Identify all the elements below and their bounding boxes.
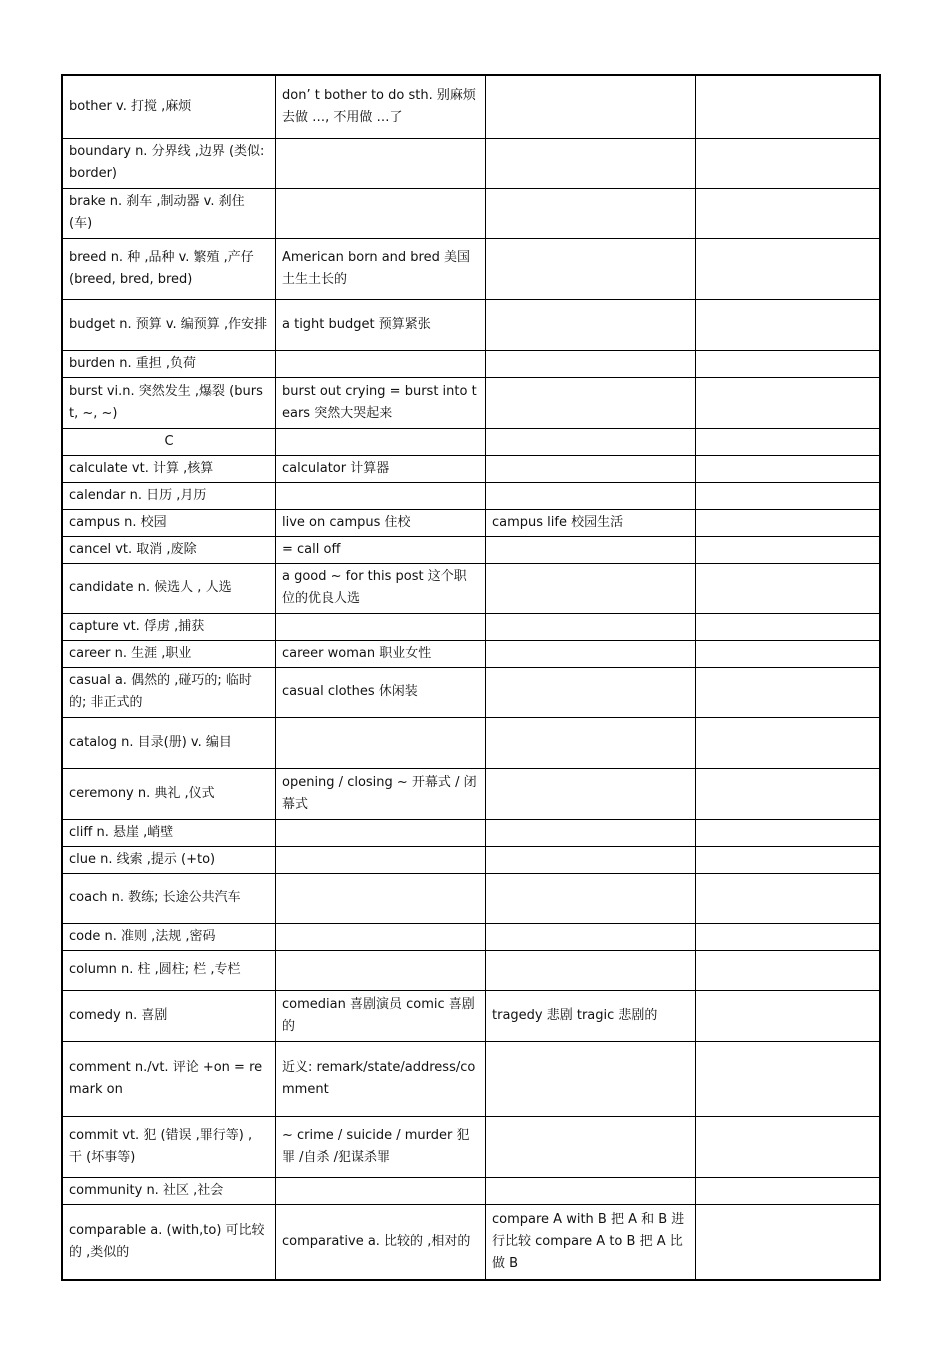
table-cell-notes bbox=[696, 1177, 881, 1204]
table-cell-notes bbox=[696, 377, 881, 428]
table-cell-phrase bbox=[276, 717, 486, 768]
table-cell-phrase: ~ crime / suicide / murder 犯罪 /自杀 /犯谋杀罪 bbox=[276, 1116, 486, 1177]
table-cell-phrase: a tight budget 预算紧张 bbox=[276, 299, 486, 350]
table-cell-word: casual a. 偶然的 ,碰巧的; 临时的; 非正式的 bbox=[62, 667, 276, 717]
table-cell-word: calculate vt. 计算 ,核算 bbox=[62, 455, 276, 482]
table-cell-notes bbox=[696, 717, 881, 768]
table-cell-phrase: calculator 计算器 bbox=[276, 455, 486, 482]
table-cell-related bbox=[486, 1177, 696, 1204]
table-cell-notes bbox=[696, 1204, 881, 1280]
table-cell-phrase: American born and bred 美国土生土长的 bbox=[276, 238, 486, 299]
table-row bbox=[62, 1116, 880, 1177]
table-cell-phrase bbox=[276, 138, 486, 188]
table-row bbox=[62, 950, 880, 990]
table-cell-notes bbox=[696, 990, 881, 1041]
table-row bbox=[62, 768, 880, 819]
table-cell-phrase bbox=[276, 923, 486, 950]
table-cell-word: comparable a. (with,to) 可比较的 ,类似的 bbox=[62, 1204, 276, 1280]
table-row bbox=[62, 873, 880, 923]
vocabulary-table bbox=[61, 74, 881, 1281]
table-cell-related bbox=[486, 75, 696, 138]
table-cell-phrase: a good ~ for this post 这个职位的优良人选 bbox=[276, 563, 486, 613]
table-row bbox=[62, 509, 880, 536]
table-cell-notes bbox=[696, 536, 881, 563]
table-cell-word: brake n. 刹车 ,制动器 v. 刹住 (车) bbox=[62, 188, 276, 238]
table-cell-phrase: don’ t bother to do sth. 别麻烦去做 …, 不用做 …了 bbox=[276, 75, 486, 138]
table-cell-word: burden n. 重担 ,负荷 bbox=[62, 350, 276, 377]
table-cell-word: comment n./vt. 评论 +on = remark on bbox=[62, 1041, 276, 1116]
table-cell-related: campus life 校园生活 bbox=[486, 509, 696, 536]
table-cell-related: compare A with B 把 A 和 B 进行比较 compare A to B 把 A 比做 B bbox=[486, 1204, 696, 1280]
table-row bbox=[62, 1041, 880, 1116]
table-cell-phrase: comedian 喜剧演员 comic 喜剧的 bbox=[276, 990, 486, 1041]
table-row bbox=[62, 717, 880, 768]
table-cell-word: clue n. 线索 ,提示 (+to) bbox=[62, 846, 276, 873]
table-cell-related bbox=[486, 238, 696, 299]
table-row bbox=[62, 923, 880, 950]
table-row bbox=[62, 188, 880, 238]
table-cell-notes bbox=[696, 873, 881, 923]
table-cell-word: column n. 柱 ,圆柱; 栏 ,专栏 bbox=[62, 950, 276, 990]
table-cell-word: budget n. 预算 v. 编预算 ,作安排 bbox=[62, 299, 276, 350]
table-cell-notes bbox=[696, 350, 881, 377]
table-row bbox=[62, 563, 880, 613]
table-cell-word: coach n. 教练; 长途公共汽车 bbox=[62, 873, 276, 923]
table-cell-related bbox=[486, 350, 696, 377]
table-cell-word: commit vt. 犯 (错误 ,罪行等) , 干 (坏事等) bbox=[62, 1116, 276, 1177]
table-cell-phrase bbox=[276, 873, 486, 923]
table-cell-notes bbox=[696, 667, 881, 717]
table-row bbox=[62, 377, 880, 428]
table-cell-word: comedy n. 喜剧 bbox=[62, 990, 276, 1041]
table-cell-notes bbox=[696, 455, 881, 482]
table-cell-notes bbox=[696, 640, 881, 667]
table-cell-related bbox=[486, 563, 696, 613]
table-cell-related bbox=[486, 667, 696, 717]
table-cell-word: ceremony n. 典礼 ,仪式 bbox=[62, 768, 276, 819]
table-cell-notes bbox=[696, 428, 881, 455]
table-cell-phrase bbox=[276, 819, 486, 846]
table-cell-word: community n. 社区 ,社会 bbox=[62, 1177, 276, 1204]
table-cell-phrase: opening / closing ~ 开幕式 / 闭幕式 bbox=[276, 768, 486, 819]
table-cell-phrase: comparative a. 比较的 ,相对的 bbox=[276, 1204, 486, 1280]
table-cell-related bbox=[486, 188, 696, 238]
table-cell-related bbox=[486, 138, 696, 188]
table-cell-word: breed n. 种 ,品种 v. 繁殖 ,产仔 (breed, bred, bred) bbox=[62, 238, 276, 299]
table-cell-word: code n. 准则 ,法规 ,密码 bbox=[62, 923, 276, 950]
table-cell-phrase bbox=[276, 1177, 486, 1204]
table-row bbox=[62, 428, 880, 455]
table-row bbox=[62, 1177, 880, 1204]
table-row bbox=[62, 482, 880, 509]
table-cell-word: catalog n. 目录(册) v. 编目 bbox=[62, 717, 276, 768]
table-cell-related bbox=[486, 873, 696, 923]
table-cell-phrase: burst out crying = burst into tears 突然大哭起来 bbox=[276, 377, 486, 428]
table-cell-phrase bbox=[276, 482, 486, 509]
table-row bbox=[62, 238, 880, 299]
table-cell-notes bbox=[696, 1041, 881, 1116]
table-row bbox=[62, 846, 880, 873]
table-cell-phrase: 近义: remark/state/address/comment bbox=[276, 1041, 486, 1116]
table-cell-notes bbox=[696, 188, 881, 238]
table-cell-notes bbox=[696, 482, 881, 509]
table-cell-phrase: casual clothes 休闲装 bbox=[276, 667, 486, 717]
table-cell-related bbox=[486, 299, 696, 350]
table-cell-notes bbox=[696, 138, 881, 188]
table-cell-phrase bbox=[276, 846, 486, 873]
table-cell-notes bbox=[696, 819, 881, 846]
section-letter: C bbox=[62, 428, 276, 455]
table-cell-phrase: = call off bbox=[276, 536, 486, 563]
table-cell-notes bbox=[696, 299, 881, 350]
table-cell-word: burst vi.n. 突然发生 ,爆裂 (burst, ~, ~) bbox=[62, 377, 276, 428]
table-row bbox=[62, 299, 880, 350]
table-row bbox=[62, 667, 880, 717]
table-row bbox=[62, 75, 880, 138]
table-cell-word: career n. 生涯 ,职业 bbox=[62, 640, 276, 667]
table-row bbox=[62, 350, 880, 377]
table-cell-word: campus n. 校园 bbox=[62, 509, 276, 536]
table-cell-related bbox=[486, 640, 696, 667]
table-cell-related bbox=[486, 768, 696, 819]
table-cell-notes bbox=[696, 563, 881, 613]
table-row bbox=[62, 455, 880, 482]
table-cell-related bbox=[486, 377, 696, 428]
table-row bbox=[62, 640, 880, 667]
table-cell-related bbox=[486, 950, 696, 990]
table-row bbox=[62, 1204, 880, 1280]
table-cell-related bbox=[486, 482, 696, 509]
table-cell-word: candidate n. 候选人 , 人选 bbox=[62, 563, 276, 613]
table-cell-related bbox=[486, 1041, 696, 1116]
table-cell-related: tragedy 悲剧 tragic 悲剧的 bbox=[486, 990, 696, 1041]
table-row bbox=[62, 138, 880, 188]
table-cell-related bbox=[486, 846, 696, 873]
table-row bbox=[62, 613, 880, 640]
table-cell-phrase bbox=[276, 188, 486, 238]
table-cell-word: boundary n. 分界线 ,边界 (类似: border) bbox=[62, 138, 276, 188]
table-cell-notes bbox=[696, 846, 881, 873]
table-cell-phrase: live on campus 住校 bbox=[276, 509, 486, 536]
table-cell-phrase bbox=[276, 428, 486, 455]
table-cell-word: bother v. 打搅 ,麻烦 bbox=[62, 75, 276, 138]
table-cell-notes bbox=[696, 75, 881, 138]
table-cell-word: calendar n. 日历 ,月历 bbox=[62, 482, 276, 509]
table-cell-related bbox=[486, 819, 696, 846]
table-cell-phrase bbox=[276, 950, 486, 990]
table-cell-phrase bbox=[276, 350, 486, 377]
table-cell-notes bbox=[696, 950, 881, 990]
table-cell-notes bbox=[696, 923, 881, 950]
table-cell-related bbox=[486, 428, 696, 455]
table-cell-related bbox=[486, 455, 696, 482]
table-cell-related bbox=[486, 536, 696, 563]
table-cell-word: cancel vt. 取消 ,废除 bbox=[62, 536, 276, 563]
table-row bbox=[62, 819, 880, 846]
table-cell-related bbox=[486, 923, 696, 950]
table-cell-word: capture vt. 俘虏 ,捕获 bbox=[62, 613, 276, 640]
table-cell-word: cliff n. 悬崖 ,峭壁 bbox=[62, 819, 276, 846]
table-cell-notes bbox=[696, 509, 881, 536]
table-cell-phrase: career woman 职业女性 bbox=[276, 640, 486, 667]
table-cell-related bbox=[486, 1116, 696, 1177]
vocabulary-table-body bbox=[62, 75, 880, 1280]
table-row bbox=[62, 990, 880, 1041]
table-cell-notes bbox=[696, 238, 881, 299]
table-cell-related bbox=[486, 613, 696, 640]
table-row bbox=[62, 536, 880, 563]
table-cell-notes bbox=[696, 613, 881, 640]
table-cell-notes bbox=[696, 1116, 881, 1177]
table-cell-phrase bbox=[276, 613, 486, 640]
table-cell-related bbox=[486, 717, 696, 768]
table-cell-notes bbox=[696, 768, 881, 819]
